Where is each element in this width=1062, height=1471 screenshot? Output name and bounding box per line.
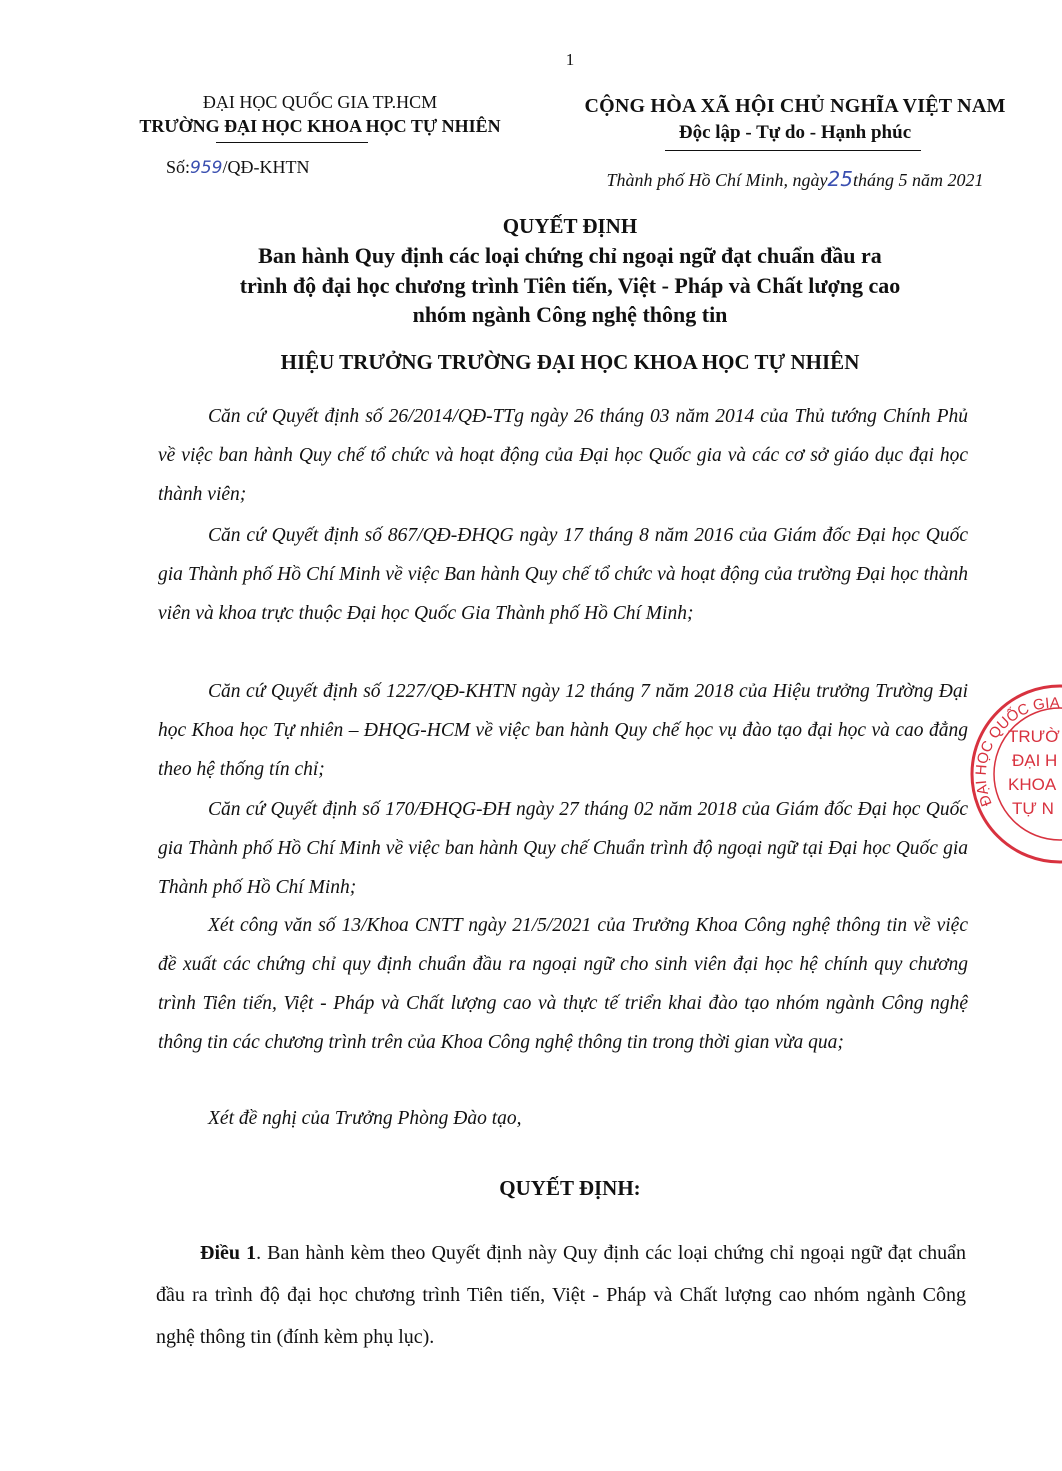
decision-heading: QUYẾT ĐỊNH: [499, 1176, 641, 1200]
preamble-item: Căn cứ Quyết định số 26/2014/QĐ-TTg ngày 26 tháng 03 năm 2014 của Thủ tướng Chính Phủ về việc ban hành Quy chế tổ chức và hoạt động của Đại học Quốc gia và các cơ sở giáo dục đại học thành viên; [158, 406, 968, 505]
preamble-item: Xét đề nghị của Trưởng Phòng Đào tạo, [208, 1108, 522, 1129]
org-underline [216, 142, 368, 143]
preamble-item: Căn cứ Quyết định số 170/ĐHQG-ĐH ngày 27 tháng 02 năm 2018 của Giám đốc Đại học Quốc gia Thành phố Hồ Chí Minh về việc ban hành Quy chế Chuẩn trình độ ngoại ngữ tại Đại học Quốc gia Thành phố Hồ Chí Minh; [158, 799, 968, 898]
number-suffix: /QĐ-KHTN [222, 157, 310, 177]
day-handwritten: 25 [827, 167, 853, 191]
place-date [560, 167, 1030, 191]
preamble-item: Căn cứ Quyết định số 867/QĐ-ĐHQG ngày 17 tháng 8 năm 2016 của Giám đốc Đại học Quốc gia Thành phố Hồ Chí Minh về việc Ban hành Quy chế tổ chức và hoạt động của trường Đại học thành viên và khoa trực thuộc Đại học Quốc Gia Thành phố Hồ Chí Minh; [158, 525, 968, 624]
number-prefix: Số: [166, 157, 191, 177]
article-1-label: Điều 1 [200, 1242, 257, 1264]
preamble-item: Căn cứ Quyết định số 1227/QĐ-KHTN ngày 12 tháng 7 năm 2018 của Hiệu trưởng Trường Đại học Khoa học Tự nhiên – ĐHQG-HCM về việc ban hành Quy chế học vụ đào tạo đại học và cao đẳng theo hệ thống tín chỉ; [158, 681, 968, 780]
motto: Độc lập - Tự do - Hạnh phúc [678, 122, 912, 143]
page-number: 1 [565, 50, 575, 69]
seal-inner-line: KHOA [1008, 775, 1057, 794]
article-1 [156, 1232, 966, 1358]
title-line-1: Ban hành Quy định các loại chứng chỉ ngoại ngữ đạt chuẩn đầu ra [258, 243, 882, 268]
place-date-suffix: tháng 5 năm 2021 [852, 170, 984, 190]
nation-title: CỘNG HÒA XÃ HỘI CHỦ NGHĨA VIỆT NAM [584, 95, 1006, 117]
authority-heading: HIỆU TRƯỞNG TRƯỜNG ĐẠI HỌC KHOA HỌC TỰ NHIÊN [280, 350, 860, 374]
motto-underline [665, 150, 921, 151]
official-seal [968, 684, 1062, 864]
number-handwritten: 959 [190, 158, 223, 178]
seal-inner-line: ĐẠI H [1012, 751, 1058, 770]
seal-inner-line: TRƯỜ [1008, 727, 1060, 746]
preamble-item: Xét công văn số 13/Khoa CNTT ngày 21/5/2021 của Trưởng Khoa Công nghệ thông tin về việc đề xuất các chứng chỉ quy định chuẩn đầu ra ngoại ngữ cho sinh viên đại học hệ chính quy chương trình Tiên tiến, Việt - Pháp và Chất lượng cao và thực tế triển khai đào tạo nhóm ngành Công nghệ thông tin các chương trình trên của Khoa Công nghệ thông tin trong thời gian vừa qua; [158, 915, 968, 1053]
document-type-title: QUYẾT ĐỊNH [502, 214, 638, 238]
org-name: TRƯỜNG ĐẠI HỌC KHOA HỌC TỰ NHIÊN [139, 116, 501, 136]
org-parent: ĐẠI HỌC QUỐC GIA TP.HCM [202, 92, 438, 112]
article-1-text: . Ban hành kèm theo Quyết định này Quy định các loại chứng chỉ ngoại ngữ đạt chuẩn đầu ra trình độ đại học chương trình Tiên tiến, Việt - Pháp và Chất lượng cao nhóm ngành Công nghệ thông tin (đính kèm phụ lục). [156, 1242, 966, 1348]
title-line-2: trình độ đại học chương trình Tiên tiến, Việt - Pháp và Chất lượng cao [239, 273, 901, 298]
seal-ring-text: ĐẠI HỌC QUỐC GIA [972, 694, 1060, 809]
title-line-3: nhóm ngành Công nghệ thông tin [412, 302, 728, 327]
document-number [166, 157, 309, 178]
seal-inner-line: TỰ N [1012, 799, 1054, 818]
place-date-prefix: Thành phố Hồ Chí Minh, ngày [606, 170, 828, 190]
